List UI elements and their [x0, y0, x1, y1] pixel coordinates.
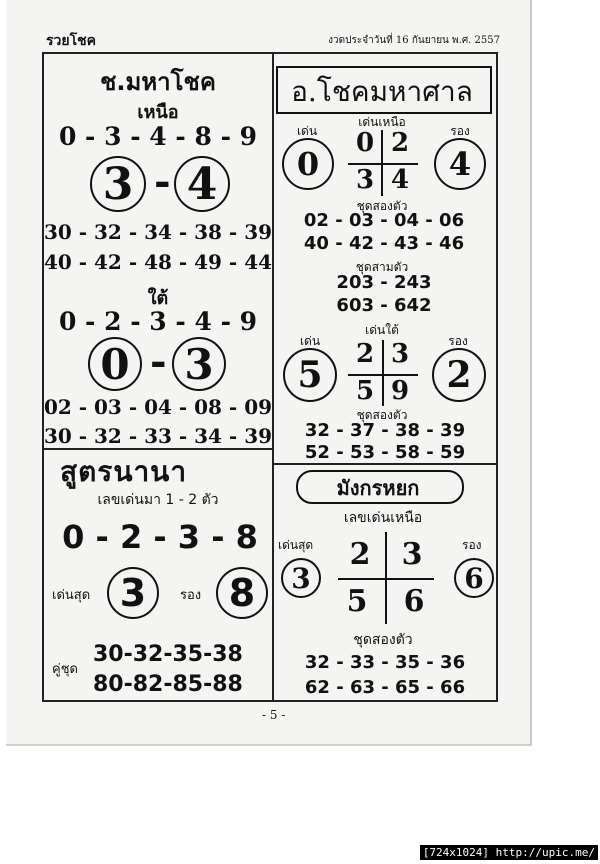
mangkon-grid-2: 3 — [401, 537, 423, 572]
north-row-2: 40 - 42 - 48 - 49 - 44 — [43, 250, 273, 274]
south-label: ใต้ — [147, 288, 169, 309]
south-big-a: 0 — [88, 337, 142, 391]
north-second-label: รอง — [450, 124, 470, 138]
north-two-label: ชุดสองตัว — [356, 199, 408, 213]
north-three-row-2: 603 - 642 — [336, 295, 432, 316]
mangkon-grid-4: 6 — [403, 584, 425, 619]
mangkon-lead-label: เด่นสุด — [278, 538, 314, 552]
south-two-label: ชุดสองตัว — [356, 408, 408, 422]
sut-nana-pairs-2: 80-82-85-88 — [93, 672, 243, 697]
mangkon-subtitle: เลขเด่นเหนือ — [343, 510, 423, 526]
north-lead-label: เด่น — [296, 124, 318, 138]
south-second-value: 2 — [432, 348, 486, 402]
north-three-row-1: 203 - 243 — [336, 272, 432, 293]
north-center-label: เด่นเหนือ — [358, 115, 406, 129]
mangkon-two-label: ชุดสองตัว — [353, 632, 413, 648]
north-lead-value: 0 — [282, 138, 334, 190]
south-big-sep: - — [150, 338, 167, 385]
north-grid-1: 0 — [355, 128, 375, 158]
north-big-b: 4 — [174, 156, 230, 212]
south-row-1: 02 - 03 - 04 - 08 - 09 — [43, 395, 273, 419]
south-grid-vline — [382, 340, 384, 406]
sut-nana-digits: 0 - 2 - 3 - 8 — [62, 518, 258, 556]
north-grid-2: 2 — [390, 128, 410, 158]
sut-nana-lead-label: เด่นสุด — [52, 588, 91, 603]
page-number: - 5 - — [262, 708, 286, 722]
image-host-stamp: [724x1024] http://upic.me/ — [420, 845, 598, 860]
column-divider — [272, 52, 274, 702]
north-label: เหนือ — [137, 102, 179, 123]
north-row-1: 30 - 32 - 34 - 38 - 39 — [43, 220, 273, 244]
sut-nana-pairs-1: 30-32-35-38 — [93, 642, 243, 667]
right-section-divider — [272, 463, 498, 465]
north-two-row-1: 02 - 03 - 04 - 06 — [303, 210, 465, 231]
south-second-label: รอง — [448, 334, 468, 348]
magazine-name: รวยโชค — [46, 33, 96, 49]
section-title-mangkon-yok: มังกรหยก — [336, 476, 420, 500]
south-center-label: เด่นใต้ — [365, 323, 399, 337]
sut-nana-pair-label: คู่ชุด — [52, 662, 78, 677]
south-lead-value: 5 — [283, 348, 337, 402]
mangkon-grid-hline — [338, 578, 434, 580]
south-grid-4: 9 — [390, 376, 410, 406]
north-two-row-2: 40 - 42 - 43 - 46 — [303, 233, 465, 254]
issue-date: งวดประจำวันที่ 16 กันยายน พ.ศ. 2557 — [328, 35, 500, 46]
mangkon-grid-1: 2 — [349, 537, 371, 572]
south-grid-3: 5 — [355, 376, 375, 406]
north-grid-3: 3 — [355, 165, 375, 195]
section-title-sut-nana: สูตรนานา — [60, 455, 188, 488]
south-digits: 0 - 2 - 3 - 4 - 9 — [58, 307, 258, 336]
north-three-label: ชุดสามตัว — [355, 260, 409, 274]
south-grid-2: 3 — [390, 339, 410, 369]
north-second-value: 4 — [434, 138, 486, 190]
mangkon-row-1: 32 - 33 - 35 - 36 — [304, 652, 466, 673]
south-two-row-1: 32 - 37 - 38 - 39 — [304, 420, 466, 441]
north-grid-4: 4 — [390, 165, 410, 195]
mangkon-second-label: รอง — [462, 538, 482, 552]
south-big-b: 3 — [172, 337, 226, 391]
north-big-a: 3 — [90, 156, 146, 212]
sut-nana-second-value: 8 — [216, 567, 268, 619]
sut-nana-lead-value: 3 — [107, 567, 159, 619]
sut-nana-subtitle: เลขเด่นมา 1 - 2 ตัว — [97, 492, 219, 508]
sut-nana-second-label: รอง — [180, 588, 202, 603]
section-title-maha-chok: ช.มหาโชค — [100, 68, 216, 96]
south-lead-label: เด่น — [299, 334, 321, 348]
south-two-row-2: 52 - 53 - 58 - 59 — [304, 442, 466, 463]
mangkon-lead-value: 3 — [281, 558, 321, 598]
north-big-sep: - — [154, 158, 171, 205]
mangkon-grid-3: 5 — [346, 584, 368, 619]
south-row-2: 30 - 32 - 33 - 34 - 39 — [43, 424, 273, 448]
section-title-chok-mahasan: อ.โชคมหาศาล — [291, 75, 473, 108]
mangkon-row-2: 62 - 63 - 65 - 66 — [304, 677, 466, 698]
south-grid-1: 2 — [355, 339, 375, 369]
north-digits: 0 - 3 - 4 - 8 - 9 — [58, 122, 258, 151]
mangkon-second-value: 6 — [454, 558, 494, 598]
